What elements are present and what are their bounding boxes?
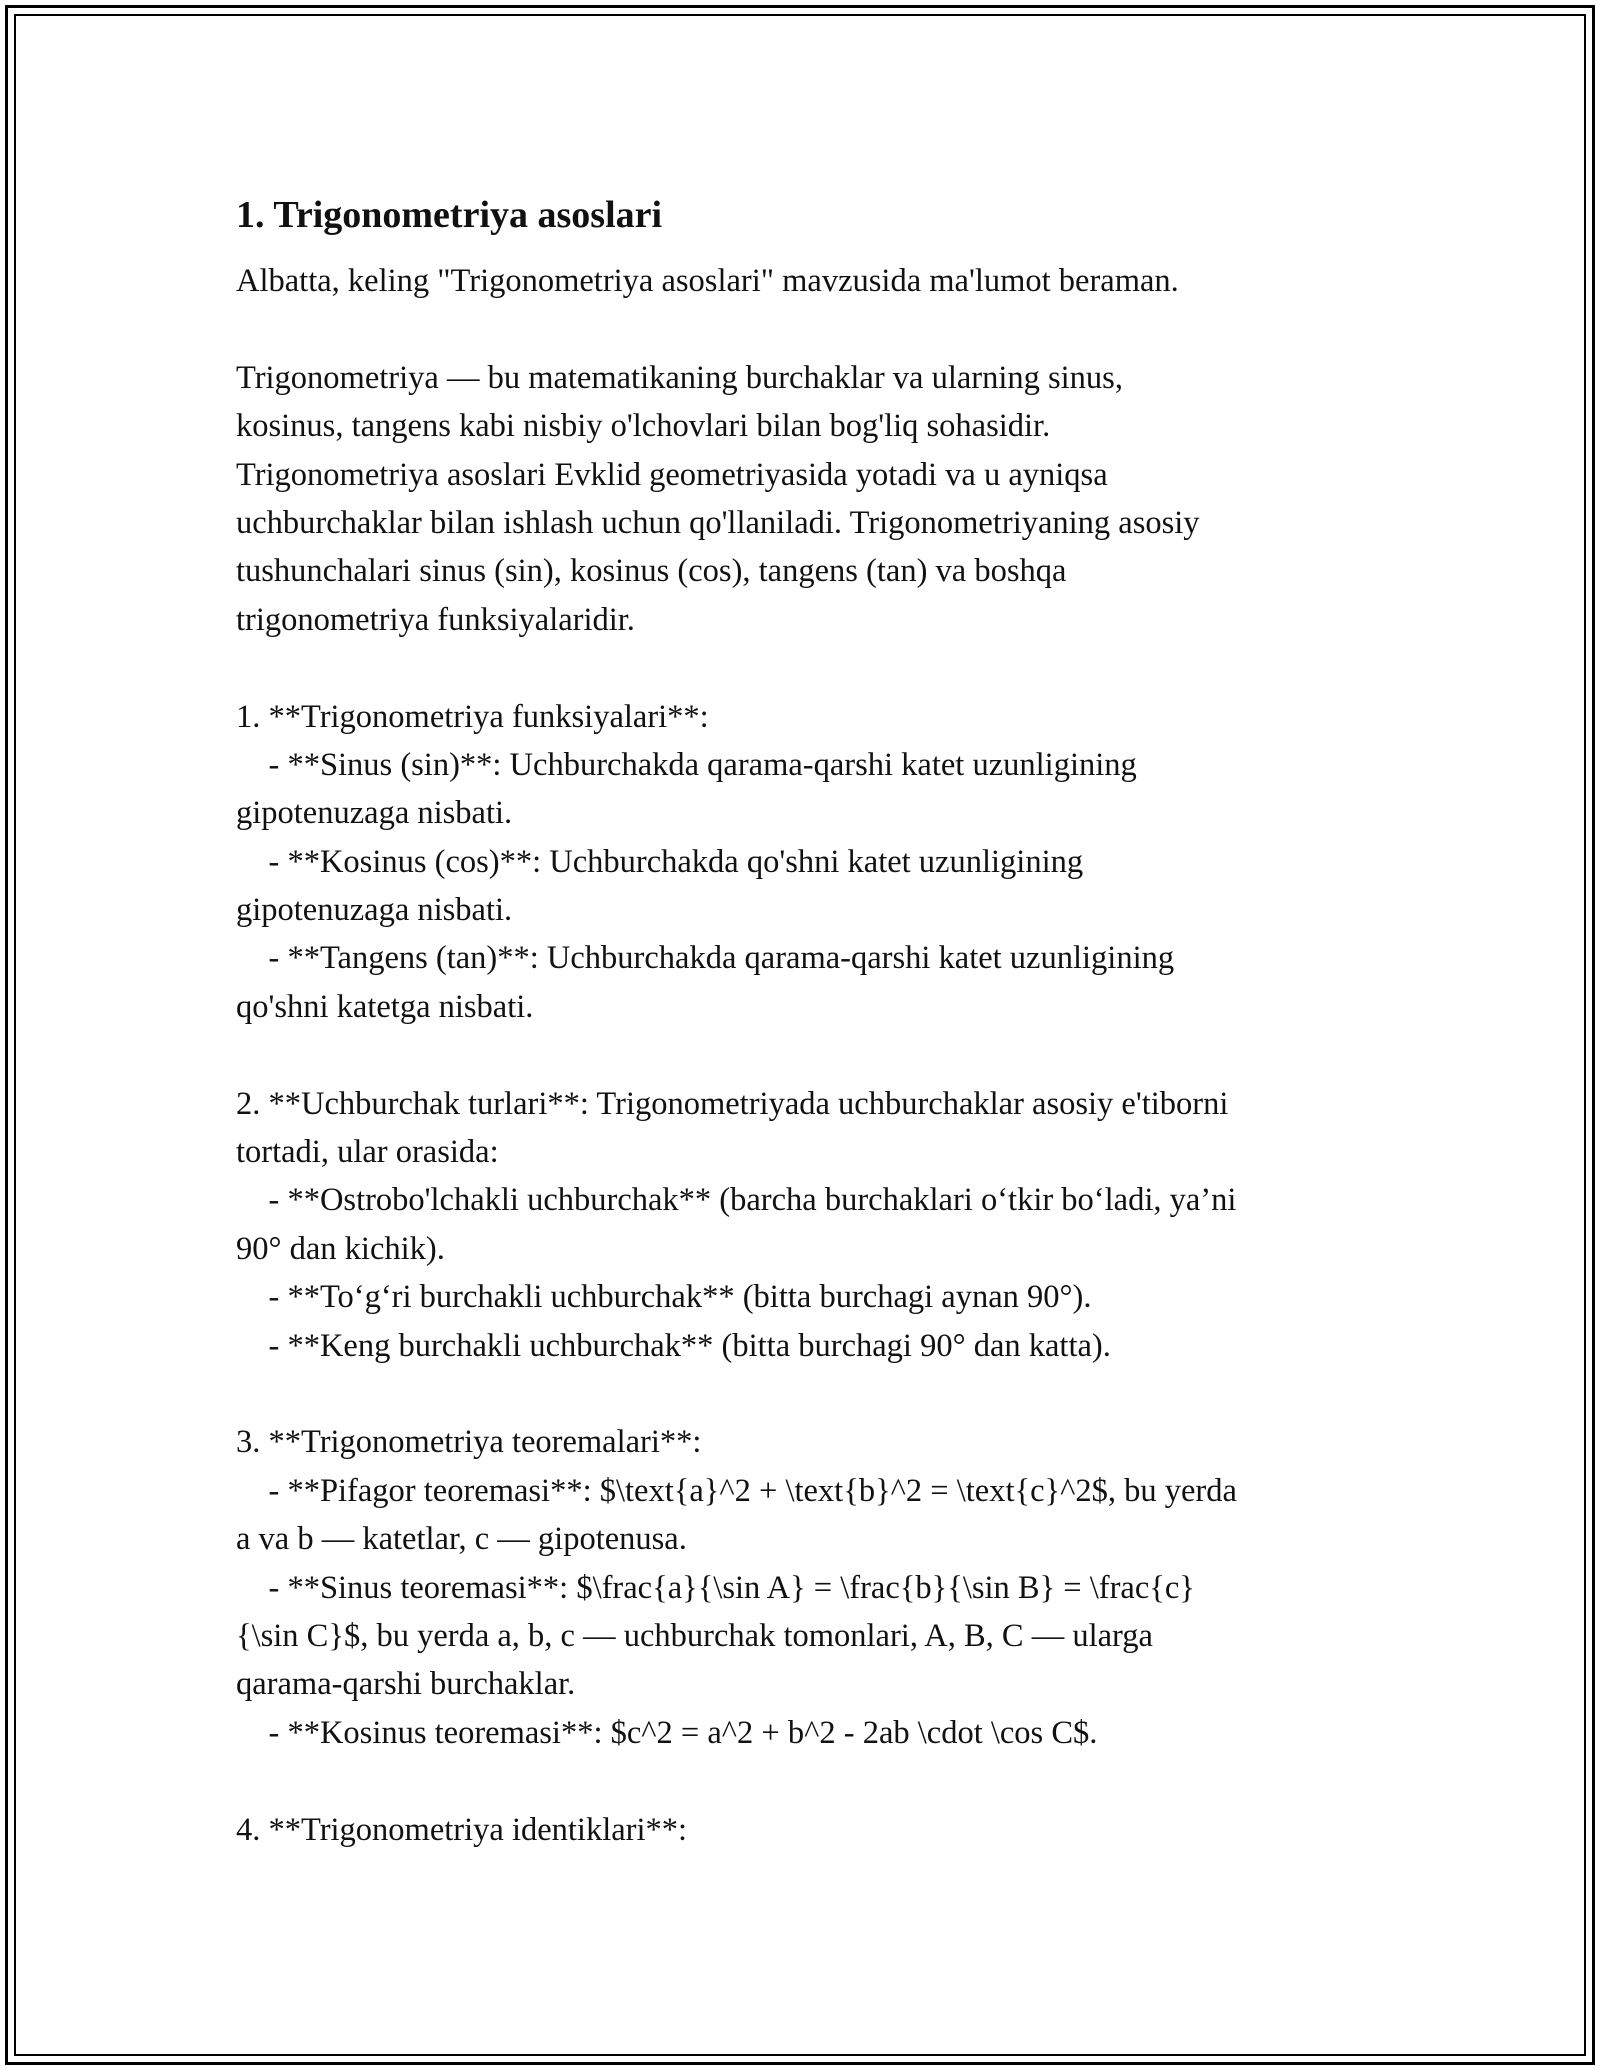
list-item-continuation: qarama-qarshi burchaklar. <box>236 1666 576 1703</box>
body-line: tushunchalari sinus (sin), kosinus (cos), tangens (tan) va boshqa <box>236 553 1067 590</box>
document-body <box>236 257 1376 1854</box>
body-line: uchburchaklar bilan ishlash uchun qo'llaniladi. Trigonometriyaning asosiy <box>236 504 1200 541</box>
list-heading: 2. **Uchburchak turlari**: Trigonometriyada uchburchaklar asosiy e'tiborni <box>236 1085 1229 1122</box>
list-heading: 1. **Trigonometriya funksiyalari**: <box>236 698 709 735</box>
list-item-continuation: gipotenuzaga nisbati. <box>236 892 513 929</box>
list-item-continuation: 90° dan kichik). <box>236 1230 445 1267</box>
list-item-continuation: {\sin C}$, bu yerda a, b, c — uchburchak tomonlari, A, B, C — ularga <box>236 1617 1153 1654</box>
list-item: - **To‘g‘ri burchakli uchburchak** (bitta burchagi aynan 90°). <box>236 1279 1092 1316</box>
list-item-continuation: a va b — katetlar, c — gipotenusa. <box>236 1521 687 1558</box>
list-heading-continuation: tortadi, ular orasida: <box>236 1134 499 1171</box>
list-item-continuation: qo'shni katetga nisbati. <box>236 988 534 1025</box>
blank-line <box>236 1370 1376 1418</box>
list-item: - **Tangens (tan)**: Uchburchakda qarama-qarshi katet uzunligining <box>236 940 1175 977</box>
document-content <box>236 190 1376 1854</box>
list-item: - **Sinus (sin)**: Uchburchakda qarama-qarshi katet uzunligining <box>236 746 1137 783</box>
list-item: - **Kosinus teoremasi**: $c^2 = a^2 + b^2 - 2ab \cdot \cos C$. <box>236 1714 1098 1751</box>
list-item: - **Pifagor teoremasi**: $\text{a}^2 + \text{b}^2 = \text{c}^2$, bu yerda <box>236 1472 1237 1509</box>
list-item: - **Ostrobo'lchakli uchburchak** (barcha burchaklari o‘tkir bo‘ladi, ya’ni <box>236 1182 1237 1219</box>
body-line: Albatta, keling "Trigonometriya asoslari" mavzusida ma'lumot beraman. <box>236 263 1179 299</box>
blank-line <box>236 1031 1376 1079</box>
list-item-continuation: gipotenuzaga nisbati. <box>236 795 513 832</box>
body-line: kosinus, tangens kabi nisbiy o'lchovlari bilan bog'liq sohasidir. <box>236 408 1051 445</box>
blank-line <box>236 305 1376 353</box>
list-item: - **Sinus teoremasi**: $\frac{a}{\sin A} = \frac{b}{\sin B} = \frac{c} <box>236 1569 1195 1606</box>
body-line: trigonometriya funksiyalaridir. <box>236 601 635 638</box>
list-item: - **Kosinus (cos)**: Uchburchakda qo'shni katet uzunligining <box>236 843 1084 880</box>
list-heading: 3. **Trigonometriya teoremalari**: <box>236 1424 702 1461</box>
blank-line <box>236 1757 1376 1805</box>
blank-line <box>236 644 1376 692</box>
list-item: - **Keng burchakli uchburchak** (bitta burchagi 90° dan katta). <box>236 1327 1111 1364</box>
body-line: Trigonometriya asoslari Evklid geometriyasida yotadi va u ayniqsa <box>236 456 1108 493</box>
document-heading: 1. Trigonometriya asoslari <box>236 194 663 236</box>
list-heading: 4. **Trigonometriya identiklari**: <box>236 1811 688 1848</box>
body-line: Trigonometriya — bu matematikaning burchaklar va ularning sinus, <box>236 359 1123 396</box>
